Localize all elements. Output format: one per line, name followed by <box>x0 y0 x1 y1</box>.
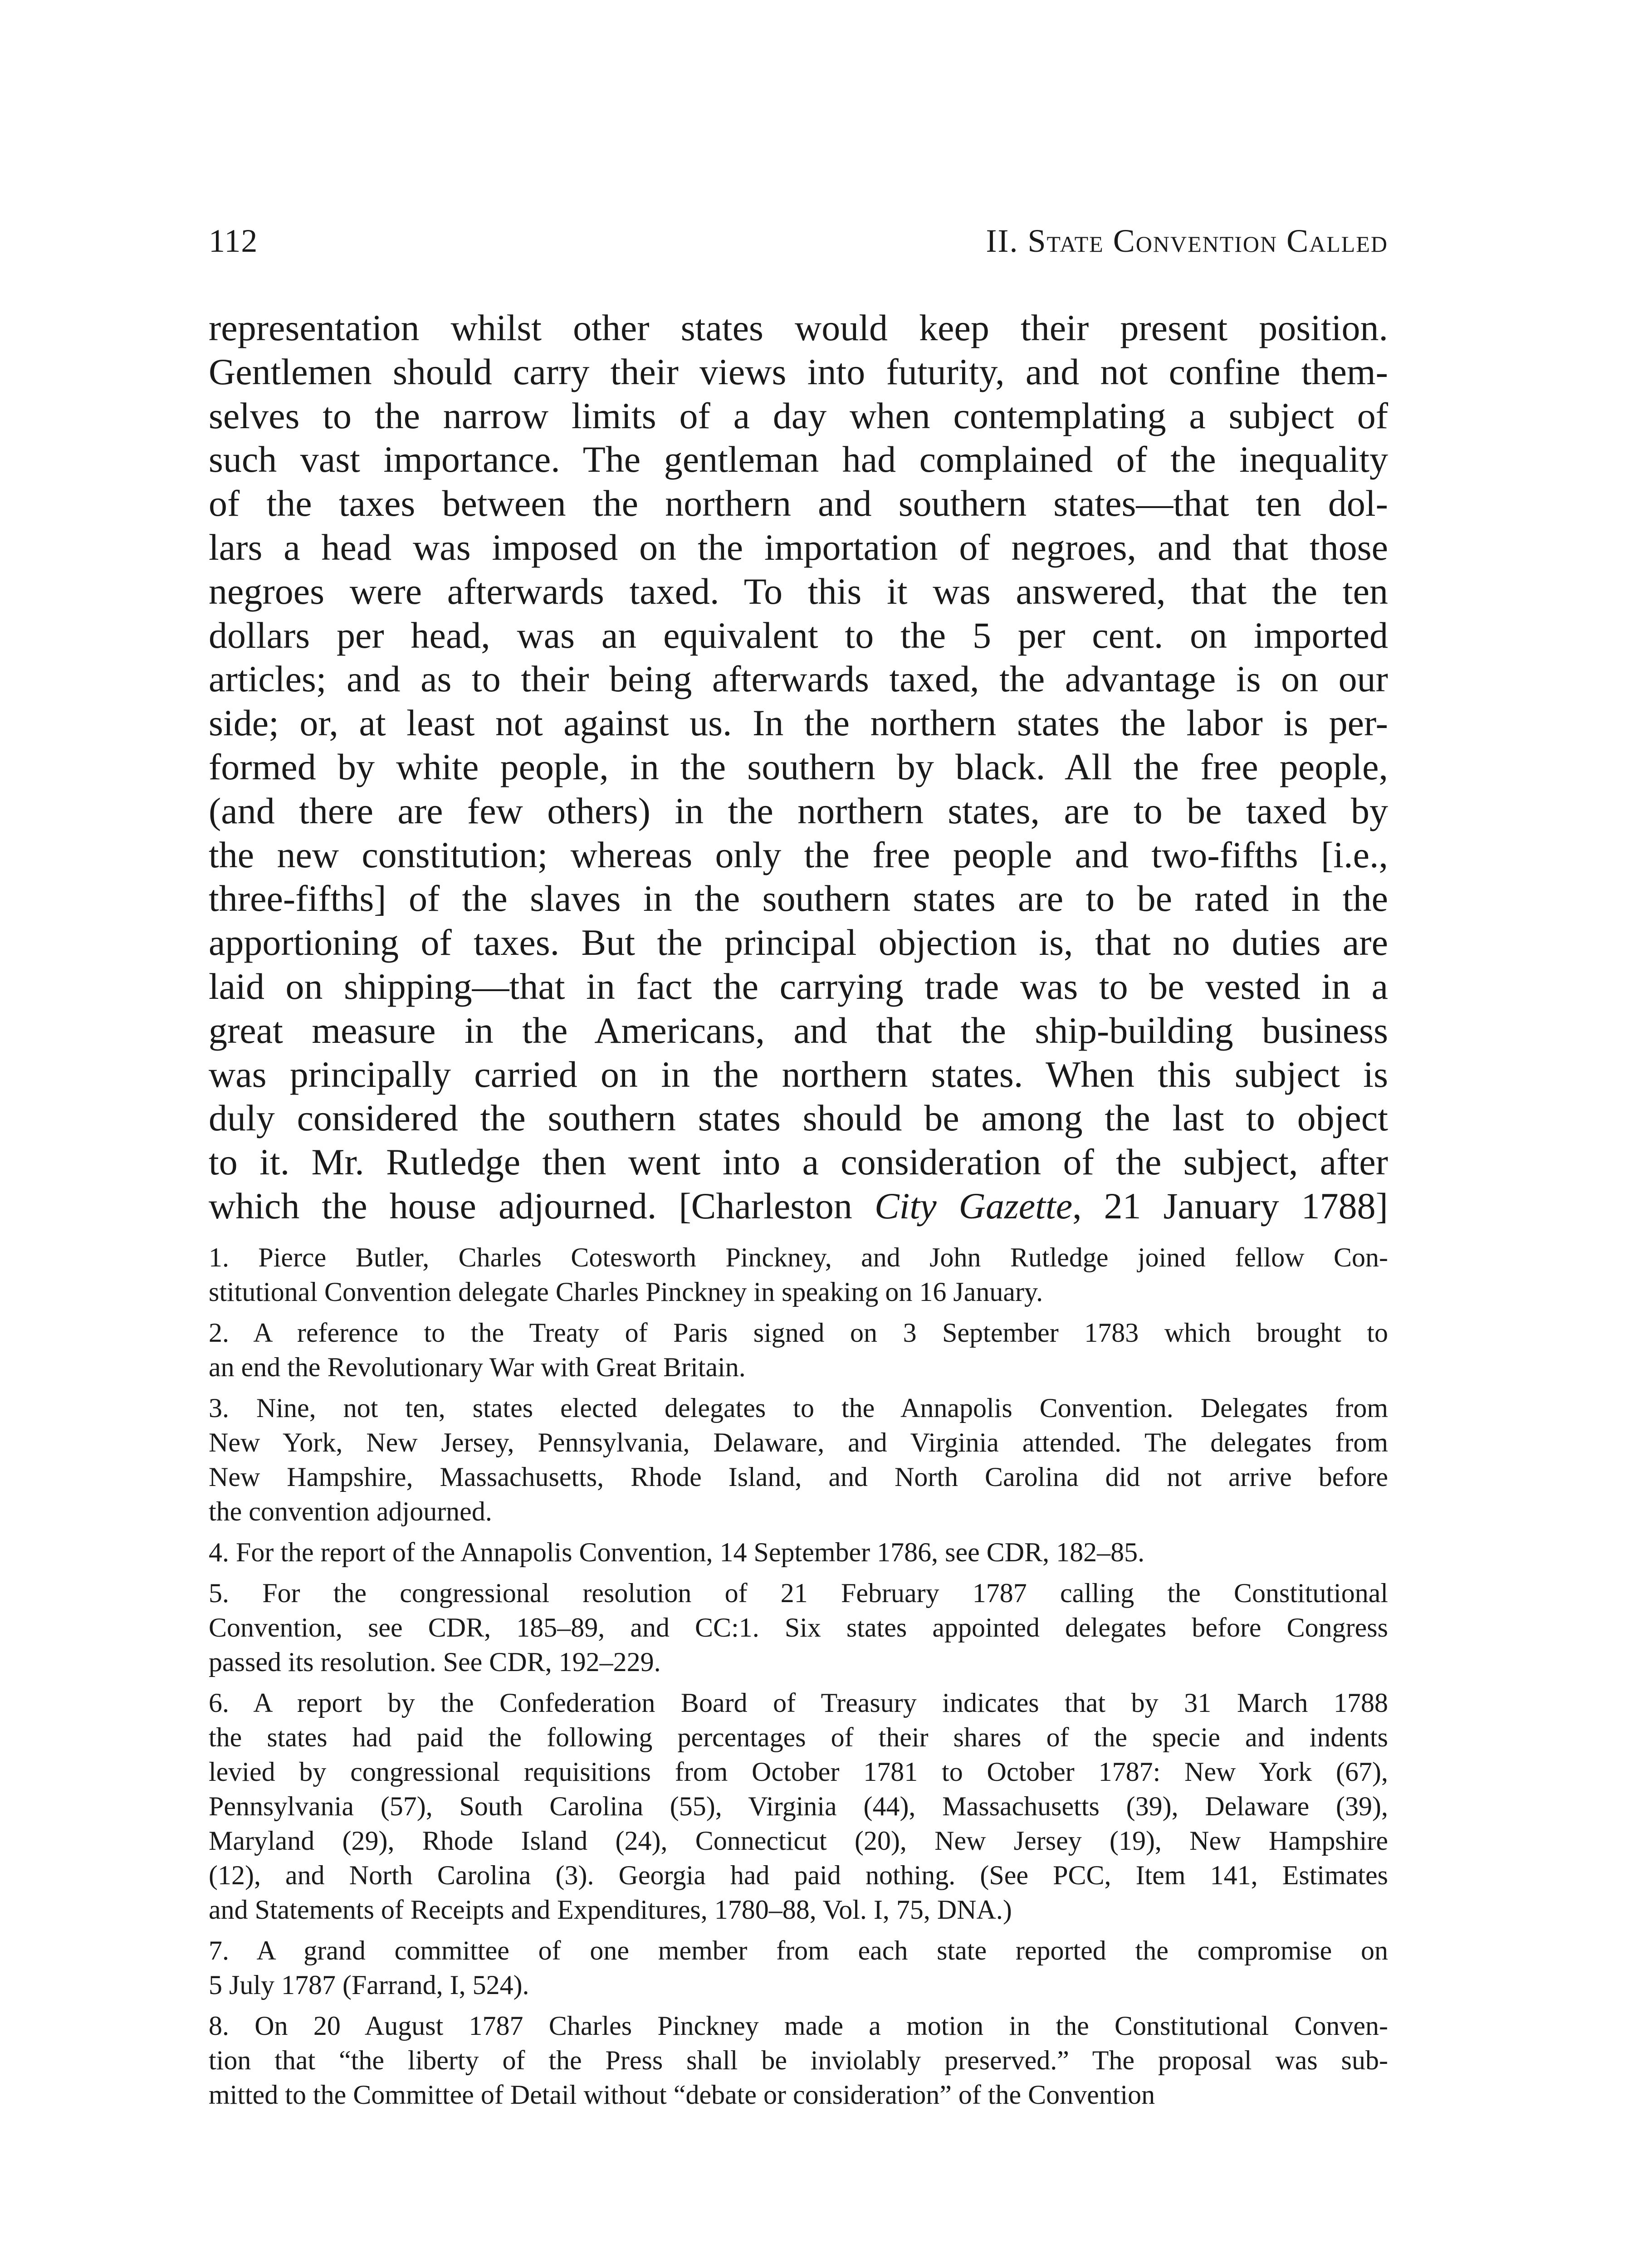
footnote-line: 5. For the congressional resolution of 21 February 1787 calling the Constitutional <box>209 1578 1388 1608</box>
body-line: great measure in the Americans, and that the ship-building business <box>209 1009 1388 1051</box>
footnote-line: an end the Revolutionary War with Great Britain. <box>209 1352 746 1382</box>
footnote-line: stitutional Convention delegate Charles Pinckney in speaking on 16 January. <box>209 1276 1043 1307</box>
footnote-4 <box>209 1535 1388 1569</box>
body-line: formed by white people, in the southern by black. All the free people, <box>209 746 1388 787</box>
newspaper-title: City Gazette <box>874 1185 1073 1227</box>
footnote-line: 1. Pierce Butler, Charles Cotesworth Pinckney, and John Rutledge joined fellow Con- <box>209 1242 1388 1272</box>
body-line: was principally carried on in the northern states. When this subject is <box>209 1053 1388 1095</box>
footnotes <box>209 1240 1388 2112</box>
footnote-line: mitted to the Committee of Detail without “debate or consideration” of the Convention <box>209 2079 1155 2110</box>
footnote-line: the convention adjourned. <box>209 1496 492 1526</box>
footnote-1 <box>209 1240 1388 1309</box>
body-text <box>209 306 1388 1228</box>
body-line: lars a head was imposed on the importation of negroes, and that those <box>209 526 1388 568</box>
footnote-line: (12), and North Carolina (3). Georgia had paid nothing. (See PCC, Item 141, Estimates <box>209 1860 1388 1890</box>
footnote-line: 5 July 1787 (Farrand, I, 524). <box>209 1970 529 2000</box>
footnote-7 <box>209 1933 1388 2002</box>
footnote-line: 8. On 20 August 1787 Charles Pinckney made a motion in the Constitutional Conven- <box>209 2010 1388 2041</box>
body-line-last <box>209 1184 1388 1228</box>
body-line: representation whilst other states would keep their present position. <box>209 307 1388 348</box>
footnote-line: passed its resolution. See CDR, 192–229. <box>209 1647 661 1677</box>
footnote-line: New York, New Jersey, Pennsylvania, Delaware, and Virginia attended. The delegates from <box>209 1427 1388 1457</box>
footnote-line: Pennsylvania (57), South Carolina (55), Virginia (44), Massachusetts (39), Delaware (39), <box>209 1791 1388 1821</box>
footnote-line: 7. A grand committee of one member from each state reported the compromise on <box>209 1935 1388 1965</box>
footnote-3 <box>209 1391 1388 1529</box>
document-page <box>209 225 1388 2118</box>
body-line: Gentlemen should carry their views into futurity, and not confine them- <box>209 351 1388 392</box>
body-last-suffix: , 21 January 1788] <box>1072 1185 1388 1227</box>
body-line: selves to the narrow limits of a day when contemplating a subject of <box>209 395 1388 436</box>
footnote-line: 4. For the report of the Annapolis Convention, 14 September 1786, see CDR, 182–85. <box>209 1537 1145 1567</box>
body-line: to it. Mr. Rutledge then went into a consideration of the subject, after <box>209 1141 1388 1183</box>
footnote-line: and Statements of Receipts and Expenditures, 1780–88, Vol. I, 75, DNA.) <box>209 1894 1012 1925</box>
footnote-line: 6. A report by the Confederation Board of Treasury indicates that by 31 March 1788 <box>209 1687 1388 1718</box>
footnote-line: levied by congressional requisitions from October 1781 to October 1787: New York (67), <box>209 1756 1388 1787</box>
body-line: duly considered the southern states should be among the last to object <box>209 1097 1388 1139</box>
footnote-2 <box>209 1315 1388 1384</box>
body-last-prefix: which the house adjourned. [Charleston <box>209 1185 875 1227</box>
body-line: of the taxes between the northern and southern states—that ten dol- <box>209 483 1388 524</box>
footnote-6 <box>209 1686 1388 1927</box>
footnote-line: New Hampshire, Massachusetts, Rhode Island, and North Carolina did not arrive before <box>209 1461 1388 1492</box>
footnote-line: 3. Nine, not ten, states elected delegates to the Annapolis Convention. Delegates from <box>209 1393 1388 1423</box>
footnote-8 <box>209 2009 1388 2112</box>
footnote-line: Convention, see CDR, 185–89, and CC:1. Six states appointed delegates before Congress <box>209 1612 1388 1642</box>
section-title: II. State Convention Called <box>986 223 1388 259</box>
body-line: articles; and as to their being afterwards taxed, the advantage is on our <box>209 658 1388 700</box>
footnote-line: the states had paid the following percentages of their shares of the specie and indents <box>209 1722 1388 1752</box>
body-line: dollars per head, was an equivalent to the 5 per cent. on imported <box>209 614 1388 656</box>
body-line: the new constitution; whereas only the free people and two-fifths [i.e., <box>209 834 1388 875</box>
body-line: laid on shipping—that in fact the carrying trade was to be vested in a <box>209 965 1388 1007</box>
footnote-5 <box>209 1576 1388 1679</box>
running-head <box>209 225 1388 257</box>
footnote-line: Maryland (29), Rhode Island (24), Connecticut (20), New Jersey (19), New Hampshire <box>209 1825 1388 1856</box>
body-line: side; or, at least not against us. In the northern states the labor is per- <box>209 702 1388 744</box>
body-line: (and there are few others) in the northern states, are to be taxed by <box>209 790 1388 831</box>
body-line: three-fifths] of the slaves in the southern states are to be rated in the <box>209 878 1388 919</box>
body-line: apportioning of taxes. But the principal objection is, that no duties are <box>209 922 1388 963</box>
body-line: negroes were afterwards taxed. To this it was answered, that the ten <box>209 570 1388 612</box>
footnote-line: 2. A reference to the Treaty of Paris signed on 3 September 1783 which brought to <box>209 1317 1388 1348</box>
body-line: such vast importance. The gentleman had complained of the inequality <box>209 439 1388 480</box>
page-number: 112 <box>209 223 258 259</box>
footnote-line: tion that “the liberty of the Press shall be inviolably preserved.” The proposal was sub- <box>209 2045 1388 2075</box>
